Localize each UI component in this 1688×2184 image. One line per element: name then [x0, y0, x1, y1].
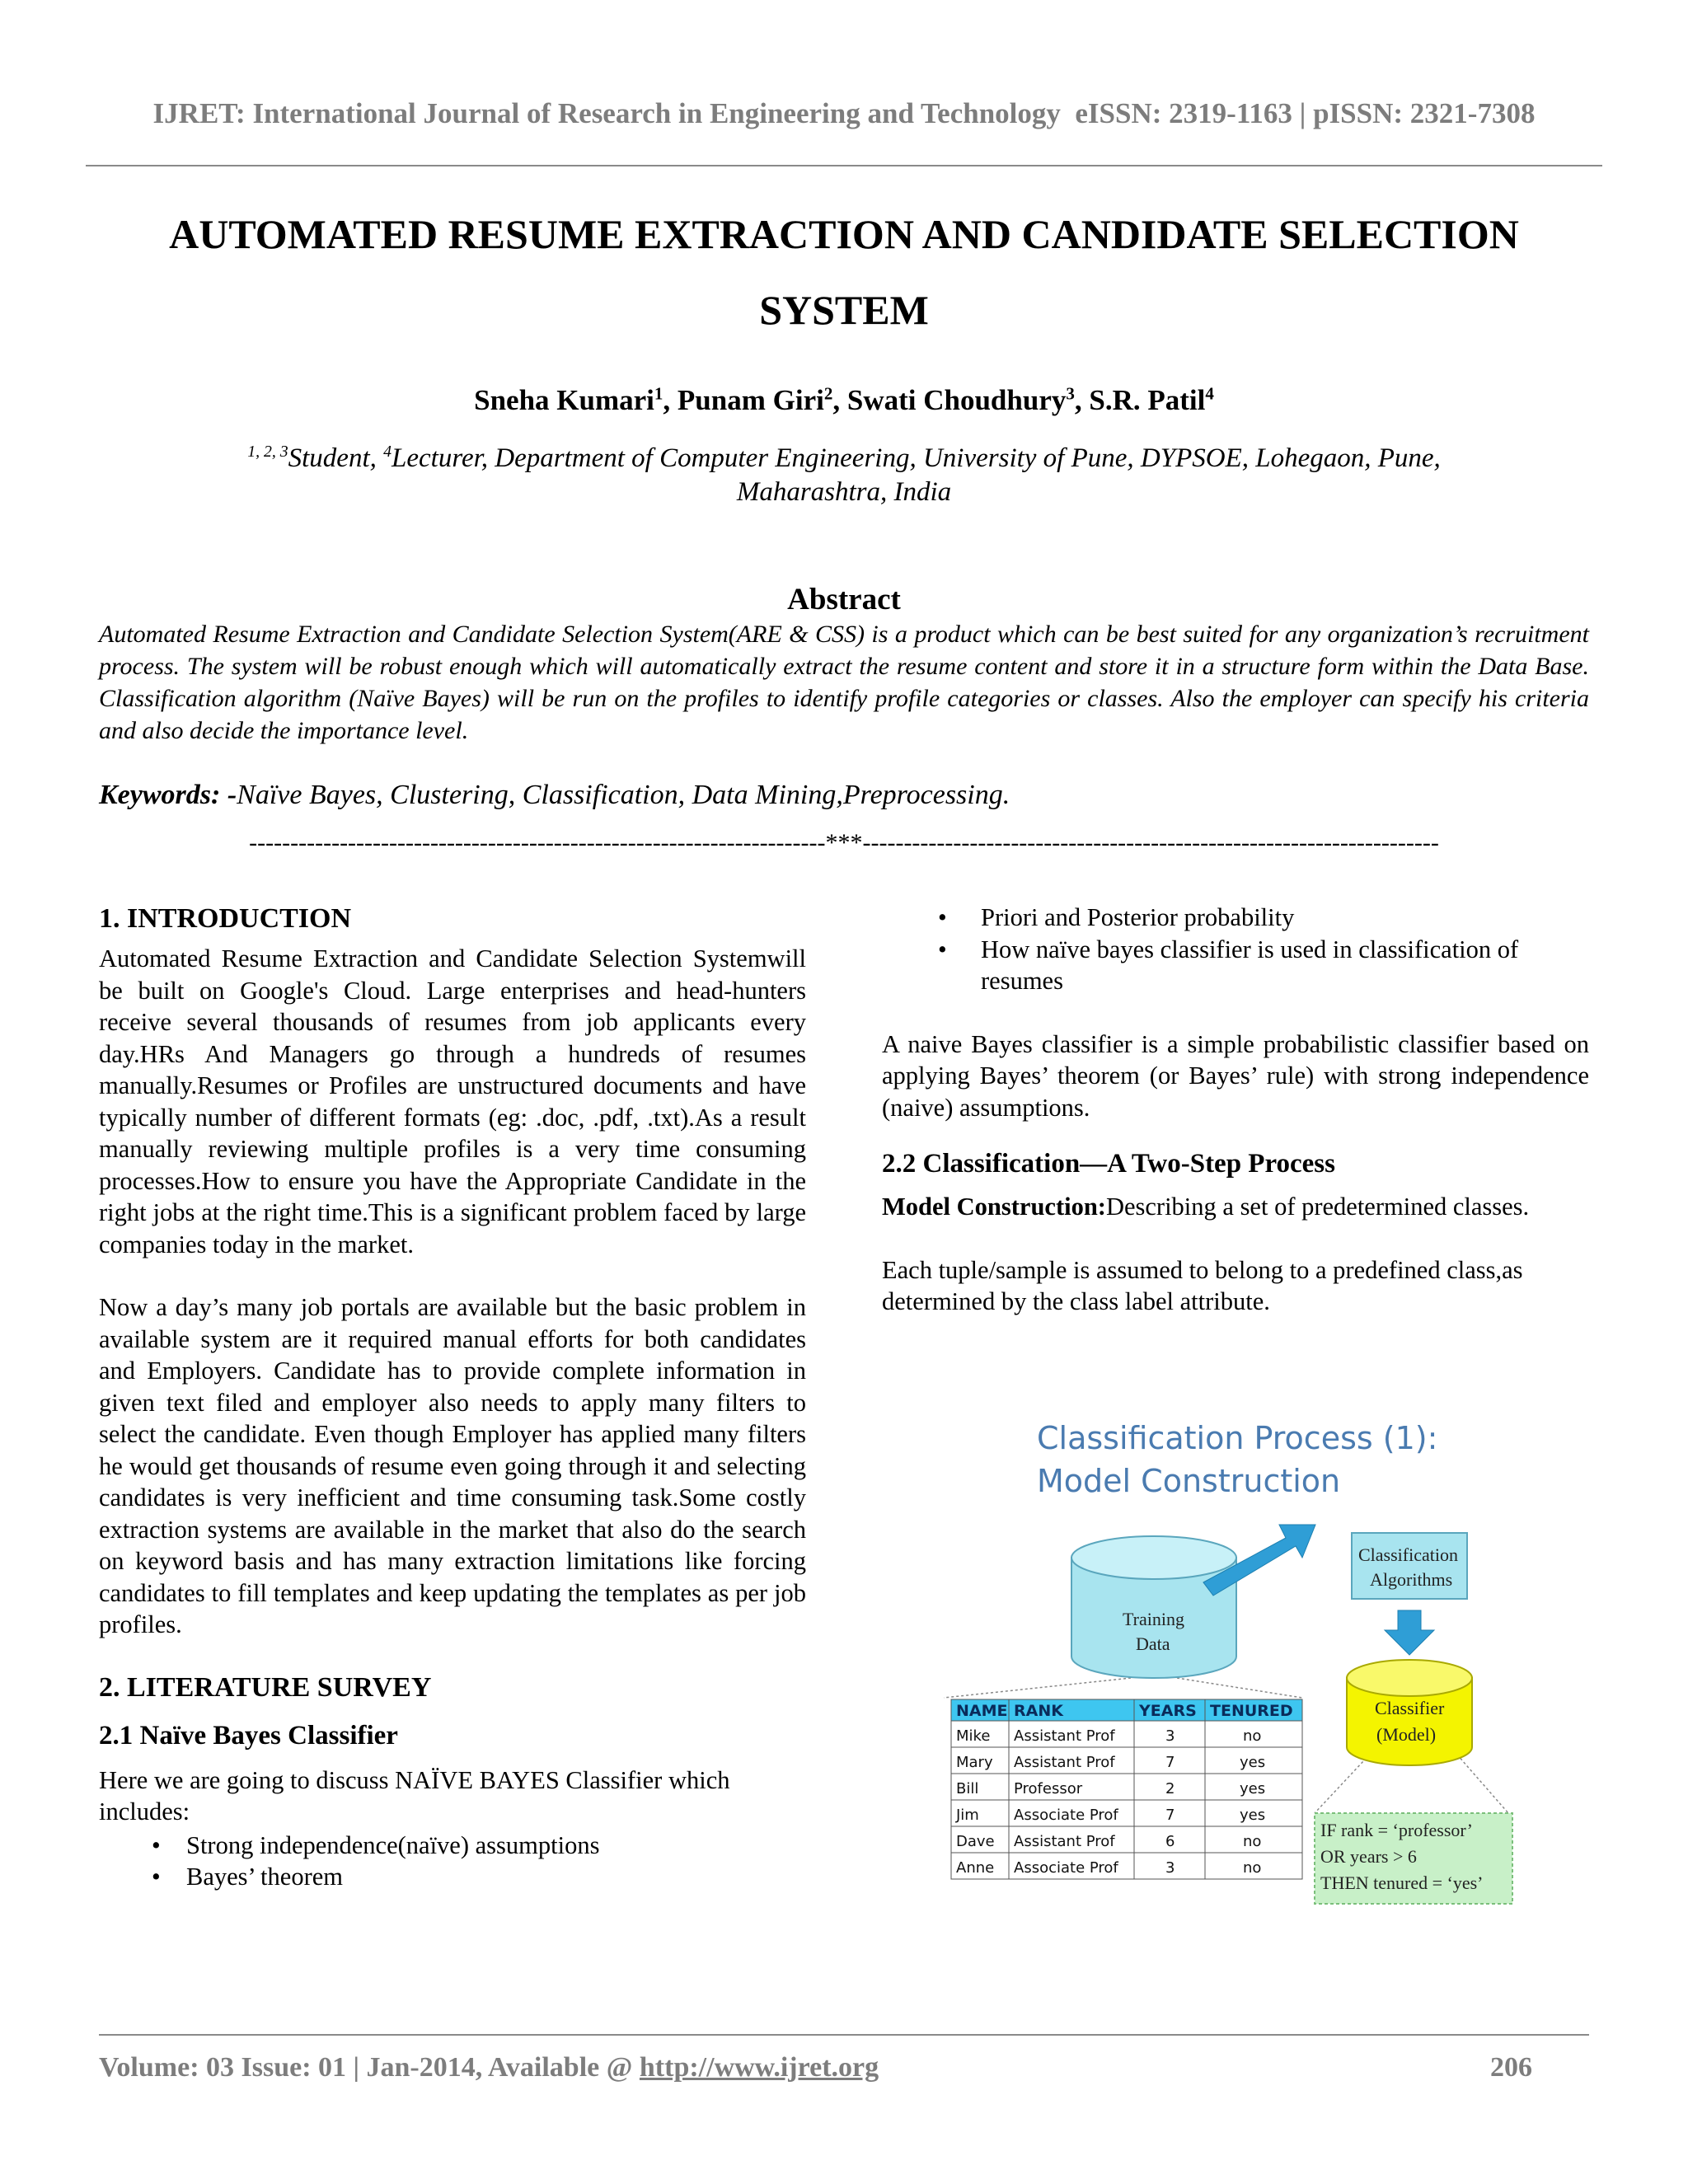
model-construction-paragraph: [882, 1191, 1589, 1223]
connector-line: [944, 1678, 1131, 1698]
table-cell: yes: [1240, 1754, 1266, 1771]
affiliation-sup-lecturer: 4: [383, 443, 392, 461]
title-line-1: AUTOMATED RESUME EXTRACTION AND CANDIDATE SELECTION: [169, 211, 1519, 257]
author-sup: 1: [654, 383, 663, 404]
journal-issn: eISSN: 2319-1163 | pISSN: 2321-7308: [1075, 97, 1536, 129]
table-header-tenured: TENURED: [1210, 1702, 1293, 1720]
bullet-text: How naïve bayes classifier is used in classification of resumes: [981, 935, 1519, 995]
table-cell: 7: [1165, 1754, 1175, 1771]
classifier-label-2: (Model): [1376, 1724, 1437, 1745]
intro-paragraph-2: Now a day’s many job portals are available but the basic problem in available system are it required manual efforts for both candidates and Employers. Candidate has to provide complete information in given text filed and employer also needs to apply many filters to select the candidate. Even though Employer has applied many filters he would get thousands of resume even going through it and selecting candidates is very inefficient and time consuming task.Some costly extraction systems are available in the market that also do the search on keyword basis and has many extraction limitations like forcing candidates to fill templates and keep updating the templates as per job profiles.: [99, 1293, 806, 1638]
down-arrow-icon: [1385, 1610, 1434, 1655]
affiliation-line-1: [124, 442, 1564, 476]
author-list: Sneha Kumari$^1$, Punam Giri$^2$, Swati Choudhury$^3$, S.R. Patil$^4$: [474, 383, 1214, 416]
table-cell: Mary: [956, 1754, 993, 1771]
abstract-heading: Abstract: [787, 583, 901, 616]
training-data-label-2: Data: [1136, 1633, 1170, 1654]
table-cell: Dave: [956, 1833, 995, 1850]
affiliation: [124, 442, 1564, 509]
classifier-cylinder: [1347, 1660, 1472, 1765]
table-cell: Assistant Prof: [1014, 1754, 1115, 1771]
model-construction-label: Model Construction:: [882, 1193, 1106, 1221]
table-cell: 3: [1165, 1859, 1175, 1877]
naive-bayes-intro: Here we are going to discuss NAÏVE BAYES Classifier which includes:: [99, 1765, 730, 1825]
training-data-cylinder: [1071, 1536, 1236, 1678]
table-cell: Mike: [956, 1727, 991, 1745]
intro-paragraph-1: Automated Resume Extraction and Candidate Selection Systemwill be built on Google's Cloud. Large enterprises and head-hunters receive several thousands of resumes from job applicants every day.HRs And Managers go through a hundreds of resumes manually.Resumes or Profiles are unstructured documents and have typically number of different formats (eg: .doc, .pdf, .txt).As a result manually reviewing multiple profiles is a very time consuming processes.How to ensure you have the Appropriate Candidate in the right jobs at the right time.This is a significant problem faced by large companies today in the market.: [99, 944, 806, 1258]
table-cell: Associate Prof: [1014, 1807, 1118, 1824]
classification-algorithms-box: [1352, 1533, 1467, 1599]
bullet-icon: •: [152, 1863, 161, 1891]
bullet-text: Strong independence(naïve) assumptions: [186, 1830, 600, 1859]
naive-bayes-bullets: [99, 1830, 806, 1893]
list-item: [99, 1861, 806, 1893]
table-cell: 2: [1165, 1780, 1175, 1797]
table-cell: no: [1243, 1727, 1262, 1745]
rule-box: [1315, 1813, 1512, 1904]
table-cell: 3: [1165, 1727, 1175, 1745]
page-number: 206: [1490, 2052, 1532, 2083]
table-cell: Jim: [956, 1807, 979, 1824]
cylinder-top: [1071, 1536, 1236, 1579]
list-item: [882, 902, 1589, 934]
bullet-icon: •: [938, 935, 947, 963]
table-header-name: NAME: [956, 1702, 1008, 1720]
table-cell: Assistant Prof: [1014, 1727, 1115, 1745]
literature-heading: 2. LITERATURE SURVEY: [99, 1671, 432, 1703]
table-cell: 7: [1165, 1807, 1175, 1824]
list-item: [882, 934, 1589, 997]
intro-heading: 1. INTRODUCTION: [99, 903, 352, 934]
table-cell: Bill: [956, 1780, 979, 1797]
table-cell: yes: [1240, 1807, 1266, 1824]
abstract-body: Automated Resume Extraction and Candidate Selection System(ARE & CSS) is a product which can be best suited for any organization’s recruitment process. The system will be robust enough which will automatically extract the resume content and store it in a structure form within the Data Base. Classification algorithm (Naïve Bayes) will be run on the profiles to identify profile categories or classes. Also the employer can specify his criteria and also decide the importance level.: [99, 621, 1589, 744]
title-line-2: SYSTEM: [759, 287, 929, 333]
affiliation-students: Student,: [288, 443, 384, 473]
bullet-icon: •: [938, 903, 947, 931]
list-item: [99, 1830, 806, 1862]
table-cell: no: [1243, 1833, 1262, 1850]
affiliation-line-2: Maharashtra, India: [736, 477, 952, 507]
section-separator: ----------------------------------------------------------------------***----------------------------------------------------------------------: [249, 829, 1439, 856]
classifier-bullets: [882, 902, 1589, 997]
classifier-label-1: Classifier: [1375, 1698, 1445, 1718]
bullet-icon: •: [152, 1830, 161, 1859]
journal-name: IJRET: International Journal of Research in Engineering and Technology: [152, 97, 1061, 129]
classification-process-figure: [940, 1401, 1550, 1912]
rule-line-3: THEN tenured = ‘yes’: [1320, 1872, 1484, 1893]
tuple-paragraph: Each tuple/sample is assumed to belong to a predefined class,as determined by the class label attribute.: [882, 1255, 1523, 1315]
author-sup: 2: [823, 383, 833, 404]
journal-url-link[interactable]: http://www.ijret.org: [639, 2052, 879, 2083]
training-data-label-1: Training: [1123, 1609, 1184, 1629]
paper-title: [82, 196, 1606, 348]
journal-header: [0, 97, 1688, 130]
left-column: [99, 902, 806, 1893]
table-cell: Assistant Prof: [1014, 1833, 1115, 1850]
footer-volume: [99, 2052, 879, 2083]
table-cell: no: [1243, 1859, 1262, 1877]
table-cell: yes: [1240, 1780, 1266, 1797]
figure-title-line-2: Model Construction: [1037, 1463, 1341, 1499]
keywords-label: Keywords: -: [99, 780, 237, 810]
table-cell: 6: [1165, 1833, 1175, 1850]
footer-rule: [99, 2034, 1589, 2036]
training-data-table: [951, 1699, 1302, 1879]
author-name: S.R. Patil: [1089, 384, 1206, 416]
affiliation-lecturer: Lecturer, Department of Computer Engineering, University of Pune, DYPSOE, Lohegaon, Pune,: [392, 443, 1441, 473]
model-construction-text: Describing a set of predetermined classes.: [1105, 1193, 1530, 1221]
table-cell: Professor: [1014, 1780, 1083, 1797]
right-column: [882, 902, 1589, 1318]
naive-bayes-description: A naive Bayes classifier is a simple probabilistic classifier based on applying Bayes’ theorem (or Bayes’ rule) with strong independence (naive) assumptions.: [882, 1029, 1589, 1122]
footer-volume-text: Volume: 03 Issue: 01 | Jan-2014, Available @: [99, 2052, 640, 2083]
keywords-text: Naïve Bayes, Clustering, Classification, Data Mining,Preprocessing.: [237, 780, 1010, 810]
table-header-rank: RANK: [1014, 1702, 1063, 1720]
keywords: [99, 780, 1589, 811]
classification-heading: 2.2 Classification—A Two-Step Process: [882, 1149, 1335, 1179]
classifier-top: [1347, 1660, 1472, 1696]
bullet-text: Priori and Posterior probability: [981, 903, 1295, 931]
header-rule: [86, 165, 1602, 166]
author-sup: 3: [1066, 383, 1075, 404]
table-cell: Associate Prof: [1014, 1859, 1118, 1877]
rule-line-1: IF rank = ‘professor’: [1320, 1820, 1473, 1840]
rule-line-2: OR years > 6: [1320, 1846, 1417, 1867]
bullet-text: Bayes’ theorem: [186, 1863, 343, 1891]
connector-line: [1177, 1678, 1302, 1698]
naive-bayes-heading: 2.1 Naïve Bayes Classifier: [99, 1720, 398, 1750]
algorithms-label-1: Classification: [1358, 1544, 1458, 1565]
table-cell: Anne: [956, 1859, 995, 1877]
author-sup: 4: [1205, 383, 1214, 404]
author-name: Punam Giri: [677, 384, 824, 416]
table-header-years: YEARS: [1139, 1702, 1197, 1720]
algorithms-label-2: Algorithms: [1370, 1569, 1453, 1590]
affiliation-sup-students: 1, 2, 3: [247, 443, 288, 461]
figure-title-line-1: Classification Process (1):: [1037, 1420, 1438, 1456]
author-name: Swati Choudhury: [846, 384, 1067, 416]
author-name: Sneha Kumari: [474, 384, 654, 416]
